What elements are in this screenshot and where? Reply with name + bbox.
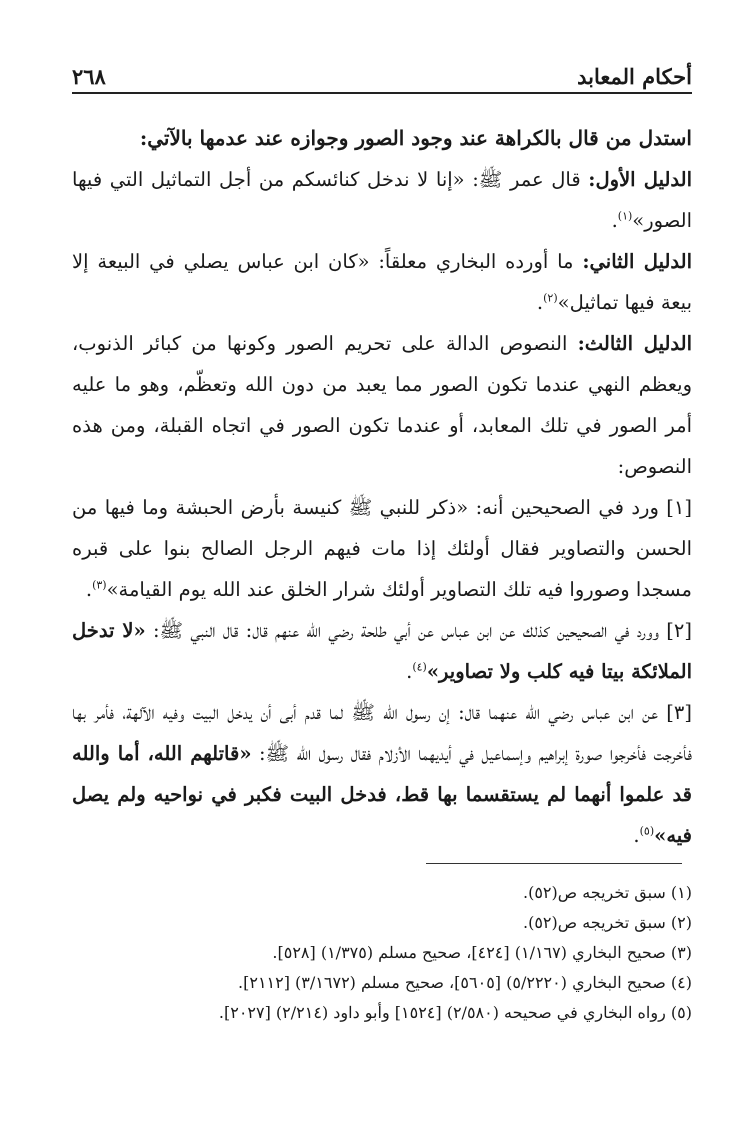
item-3-quote: «قاتلهم الله، أما والله قد علموا أنهما لم يستقسما بها قط، فدخل البيت فكبر في نواحيه ولم يصل فيه» [72,742,692,847]
footnote-ref-1: (١) [617,209,633,223]
footnote-ref-5: (٥) [639,824,655,838]
evidence-1-text: قال عمر ﷺ: «إنا لا ندخل كنائسكم من أجل التماثيل التي فيها الصور» [72,168,692,232]
section-heading: استدل من قال بالكراهة عند وجود الصور وجوازه عند عدمها بالآتي: [139,126,692,150]
evidence-2-text: ما أورده البخاري معلقاً: «كان ابن عباس يصلي في البيعة إلا بيعة فيها تماثيل» [72,250,692,314]
item-1-text: [١] ورد في الصحيحين أنه: «ذكر للنبي ﷺ كنيسة بأرض الحبشة وما فيها من الحسن والتصاوير فقال أولئك إذا مات فيهم الرجل الصالح بنوا على قبره مسجدا وصوروا فيه تلك التصاوير أولئك شرار الخلق عند الله يوم القيامة» [72,496,692,601]
item-2-paragraph: [٢] وورد في الصحيحين كذلك عن ابن عباس عن أبي طلحة رضي الله عنهم قال: قال النبي ﷺ: «لا تدخل الملائكة بيتا فيه كلب ولا تصاوير»$^{(٤)}$. [72,619,692,683]
header-title: أحكام المعابد [577,64,692,89]
evidence-3-text: النصوص الدالة على تحريم الصور وكونها من كبائر الذنوب، ويعظم النهي عندما تكون الصور مما يعبد من دون الله وتعظّم، وهو ما عليه أمر الصور في تلك المعابد، أو عندما تكون الصور في اتجاه القبلة، ومن هذه النصوص: [72,332,692,478]
footnote-ref-4: (٤) [412,660,427,674]
evidence-1-label: الدليل الأول: [588,168,692,191]
evidence-2-label: الدليل الثاني: [582,250,692,273]
item-2-quote: «لا تدخل الملائكة بيتا فيه كلب ولا تصاوير» [72,619,692,683]
header-divider [72,92,692,94]
footnote-ref-2: (٢) [543,291,558,305]
footnote-5: (٥) رواه البخاري في صحيحه (٢/٥٨٠) [١٥٢٤] وأبو داود (٢/٢١٤) [٢٠٢٧]. [218,1003,692,1022]
footnote-ref-3: (٣) [92,578,107,592]
evidence-3-label: الدليل الثالث: [577,332,692,355]
item-3-paragraph: [٣] عن ابن عباس رضي الله عنهما قال: إن رسول الله ﷺ لما قدم أبى أن يدخل البيت وفيه الآلهة، فأمر بها فأخرجت فأخرجوا صورة إبراهيم وإسماعيل في أيديهما الأزلام فقال رسول الله ﷺ: «قاتلهم الله، أما والله قد علموا أنهما لم يستقسما بها قط، فدخل البيت فكبر في نواحيه ولم يصل فيه»$^{(٥)}$. [72,701,692,847]
item-1-paragraph: [١] ورد في الصحيحين أنه: «ذكر للنبي ﷺ كنيسة بأرض الحبشة وما فيها من الحسن والتصاوير فقال أولئك إذا مات فيهم الرجل الصالح بنوا على قبره مسجدا وصوروا فيه تلك التصاوير أولئك شرار الخلق عند الله يوم القيامة»$^{(٣)}$. [72,496,692,601]
footnote-2: (٢) سبق تخريجه ص(٥٢). [523,913,692,932]
footnotes [72,878,692,1028]
evidence-1-paragraph: الدليل الأول: قال عمر ﷺ: «إنا لا ندخل كنائسكم من أجل التماثيل التي فيها الصور»$^{(١)}$. [72,168,692,232]
evidence-2-paragraph: الدليل الثاني: ما أورده البخاري معلقاً: «كان ابن عباس يصلي في البيعة إلا بيعة فيها تماثيل»$^{(٢)}$. [72,250,692,314]
running-header [72,62,692,94]
page-number: ٢٦٨ [72,64,106,89]
footnote-divider [426,863,682,864]
item-3-text: [٣] عن ابن عباس رضي الله عنهما قال: إن رسول الله ﷺ لما قدم أبى أن يدخل البيت وفيه الآلهة، فأمر بها فأخرجت فأخرجوا صورة إبراهيم وإسماعيل في أيديهما الأزلام فقال رسول الله ﷺ: [72,701,692,765]
footnote-1: (١) سبق تخريجه ص(٥٢). [523,883,692,902]
evidence-3-paragraph [72,323,692,487]
main-text [72,118,692,856]
footnote-4: (٤) صحيح البخاري (٥/٢٢٢٠) [٥٦٠٥]، صحيح مسلم (٣/١٦٧٢) [٢١١٢]. [238,973,692,992]
footnote-3: (٣) صحيح البخاري (١/١٦٧) [٤٢٤]، صحيح مسلم (١/٣٧٥) [٥٢٨]. [272,943,692,962]
item-2-text: [٢] وورد في الصحيحين كذلك عن ابن عباس عن أبي طلحة رضي الله عنهم قال: قال النبي ﷺ: [145,619,692,642]
